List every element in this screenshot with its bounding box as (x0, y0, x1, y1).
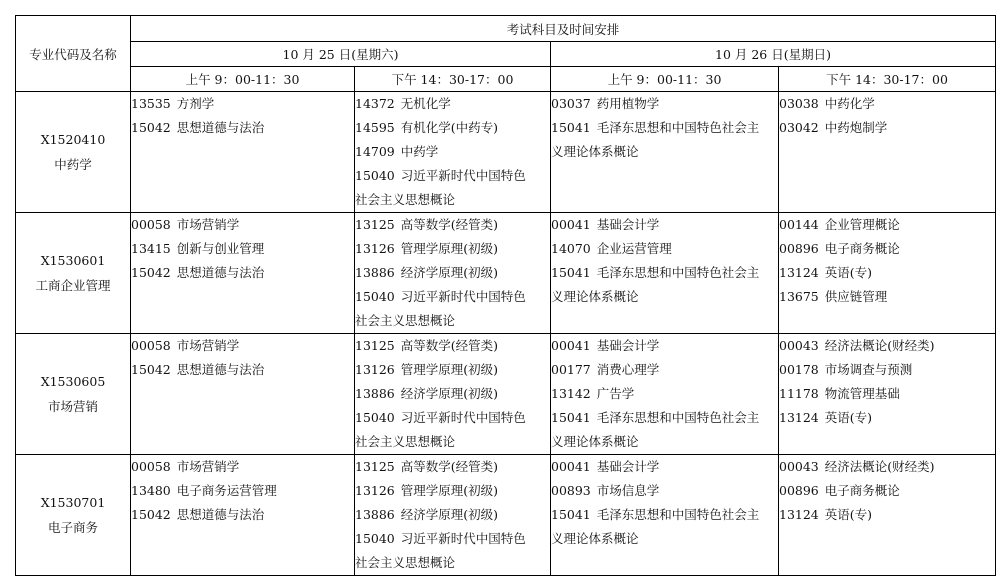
subject-line (779, 261, 995, 285)
subject-line (551, 406, 778, 430)
subject-name: 英语(专) (824, 507, 873, 522)
slot-cell (551, 334, 779, 455)
table-row (16, 334, 996, 455)
subject-name: 社会主义思想概论 (355, 313, 456, 328)
subject-name: 习近平新时代中国特色 (400, 289, 526, 304)
subject-name: 基础会计学 (596, 338, 660, 353)
subject-name: 高等数学(经管类) (400, 459, 499, 474)
subject-line (355, 430, 550, 454)
table-row (16, 213, 996, 334)
subject-name: 经济学原理(初级) (400, 386, 499, 401)
subject-code: 00041 (551, 459, 591, 474)
subject-code: 15042 (131, 507, 171, 522)
subject-line (355, 406, 550, 430)
subject-name: 毛泽东思想和中国特色社会主 (596, 507, 760, 522)
day-header-2: 10 月 26 日(星期日) (551, 42, 996, 67)
subject-code: 13126 (355, 483, 395, 498)
subject-line (355, 382, 550, 406)
subject-line (355, 455, 550, 479)
slot-cell (131, 334, 355, 455)
subject-code: 00896 (779, 483, 819, 498)
subject-line (551, 285, 778, 309)
subject-line (551, 503, 778, 527)
subject-line (779, 503, 995, 527)
subject-line (131, 503, 354, 527)
subject-line (131, 479, 354, 503)
subject-name: 思想道德与法治 (176, 265, 265, 280)
subject-name: 义理论体系概论 (551, 144, 639, 159)
subject-name: 物流管理基础 (824, 386, 900, 401)
subject-name: 基础会计学 (596, 217, 660, 232)
subject-name: 经济法概论(财经类) (824, 459, 935, 474)
subject-name: 市场信息学 (596, 483, 660, 498)
subject-line (779, 237, 995, 261)
subject-code: 14595 (355, 120, 395, 135)
slot-cell (779, 455, 996, 576)
subject-line (551, 140, 778, 164)
subject-code: 13125 (355, 459, 395, 474)
subject-name: 企业运营管理 (596, 241, 672, 256)
major-name: 市场营销 (47, 399, 98, 414)
subject-name: 市场营销学 (176, 217, 240, 232)
subject-line (551, 237, 778, 261)
subject-name: 市场调查与预测 (824, 362, 913, 377)
subject-code: 03037 (551, 96, 591, 111)
subject-name: 思想道德与法治 (176, 120, 265, 135)
major-code: X1530701 (40, 495, 106, 510)
subject-name: 英语(专) (824, 265, 873, 280)
slot-cell (131, 213, 355, 334)
subject-code: 14070 (551, 241, 591, 256)
subject-code: 14709 (355, 144, 395, 159)
schedule-group-header: 考试科目及时间安排 (131, 16, 996, 42)
subject-code: 13480 (131, 483, 171, 498)
subject-line (355, 479, 550, 503)
subject-code: 15041 (551, 265, 591, 280)
subject-line (779, 358, 995, 382)
subject-line (551, 261, 778, 285)
subject-code: 15040 (355, 168, 395, 183)
major-header: 专业代码及名称 (16, 16, 131, 92)
slot-header: 上午 9：00-11：30 (131, 67, 355, 92)
subject-line (779, 479, 995, 503)
subject-code: 13126 (355, 362, 395, 377)
subject-code: 03038 (779, 96, 819, 111)
major-cell (16, 455, 131, 576)
subject-line (131, 213, 354, 237)
subject-code: 13124 (779, 410, 819, 425)
subject-line (355, 503, 550, 527)
subject-name: 市场营销学 (176, 459, 240, 474)
subject-line (355, 213, 550, 237)
subject-line (779, 92, 995, 116)
subject-code: 00058 (131, 338, 171, 353)
subject-line (551, 455, 778, 479)
subject-name: 管理学原理(初级) (400, 362, 499, 377)
subject-code: 11178 (779, 386, 819, 401)
slot-cell (355, 213, 551, 334)
subject-name: 毛泽东思想和中国特色社会主 (596, 120, 760, 135)
subject-code: 00043 (779, 338, 819, 353)
major-cell (16, 213, 131, 334)
subject-line (355, 92, 550, 116)
subject-code: 00144 (779, 217, 819, 232)
slot-cell (131, 455, 355, 576)
slot-cell (551, 92, 779, 213)
subject-line (779, 213, 995, 237)
slot-cell (131, 92, 355, 213)
subject-name: 电子商务运营管理 (176, 483, 277, 498)
subject-name: 电子商务概论 (824, 241, 900, 256)
subject-name: 义理论体系概论 (551, 434, 639, 449)
slot-header: 下午 14：30-17：00 (779, 67, 996, 92)
subject-line (355, 237, 550, 261)
major-name: 电子商务 (47, 520, 98, 535)
slot-cell (355, 334, 551, 455)
subject-line (551, 92, 778, 116)
subject-code: 13535 (131, 96, 171, 111)
table-header (16, 16, 996, 92)
subject-code: 15042 (131, 362, 171, 377)
slot-cell (551, 213, 779, 334)
subject-line (355, 551, 550, 575)
subject-name: 毛泽东思想和中国特色社会主 (596, 410, 760, 425)
subject-name: 电子商务概论 (824, 483, 900, 498)
subject-code: 00041 (551, 338, 591, 353)
subject-code: 15040 (355, 289, 395, 304)
subject-code: 13675 (779, 289, 819, 304)
subject-line (779, 116, 995, 140)
subject-name: 社会主义思想概论 (355, 555, 456, 570)
subject-name: 义理论体系概论 (551, 289, 639, 304)
subject-line (779, 382, 995, 406)
subject-name: 企业管理概论 (824, 217, 900, 232)
subject-code: 00896 (779, 241, 819, 256)
subject-name: 经济法概论(财经类) (824, 338, 935, 353)
subject-code: 00058 (131, 217, 171, 232)
subject-code: 13886 (355, 507, 395, 522)
subject-name: 中药学 (400, 144, 439, 159)
subject-code: 13886 (355, 265, 395, 280)
subject-line (131, 237, 354, 261)
table-row (16, 92, 996, 213)
subject-line (779, 455, 995, 479)
subject-line (131, 455, 354, 479)
major-name: 中药学 (54, 157, 92, 172)
subject-line (131, 358, 354, 382)
subject-name: 中药炮制学 (824, 120, 888, 135)
subject-name: 创新与创业管理 (176, 241, 265, 256)
exam-schedule-table (15, 15, 996, 576)
subject-line (779, 334, 995, 358)
major-cell (16, 92, 131, 213)
subject-line (551, 430, 778, 454)
subject-code: 13124 (779, 507, 819, 522)
subject-name: 英语(专) (824, 410, 873, 425)
slot-cell (779, 92, 996, 213)
subject-name: 中药化学 (824, 96, 875, 111)
subject-line (779, 406, 995, 430)
table-body (16, 92, 996, 576)
subject-name: 习近平新时代中国特色 (400, 531, 526, 546)
subject-name: 思想道德与法治 (176, 507, 265, 522)
subject-line (355, 164, 550, 188)
slot-cell (779, 213, 996, 334)
subject-name: 高等数学(经管类) (400, 217, 499, 232)
subject-line (355, 261, 550, 285)
subject-name: 无机化学 (400, 96, 451, 111)
subject-line (551, 527, 778, 551)
subject-name: 经济学原理(初级) (400, 265, 499, 280)
subject-line (131, 334, 354, 358)
subject-code: 13124 (779, 265, 819, 280)
subject-code: 15040 (355, 531, 395, 546)
subject-code: 13142 (551, 386, 591, 401)
subject-name: 管理学原理(初级) (400, 483, 499, 498)
slot-cell (779, 334, 996, 455)
subject-line (355, 116, 550, 140)
subject-code: 13886 (355, 386, 395, 401)
slot-cell (355, 92, 551, 213)
subject-line (355, 188, 550, 212)
subject-name: 思想道德与法治 (176, 362, 265, 377)
subject-line (131, 92, 354, 116)
subject-name: 广告学 (596, 386, 635, 401)
subject-code: 13125 (355, 217, 395, 232)
subject-line (551, 382, 778, 406)
subject-code: 00041 (551, 217, 591, 232)
subject-name: 基础会计学 (596, 459, 660, 474)
slot-cell (355, 455, 551, 576)
subject-code: 00178 (779, 362, 819, 377)
subject-name: 社会主义思想概论 (355, 192, 456, 207)
subject-name: 习近平新时代中国特色 (400, 410, 526, 425)
subject-code: 03042 (779, 120, 819, 135)
subject-name: 管理学原理(初级) (400, 241, 499, 256)
subject-name: 高等数学(经管类) (400, 338, 499, 353)
subject-name: 消费心理学 (596, 362, 660, 377)
subject-code: 00058 (131, 459, 171, 474)
subject-code: 14372 (355, 96, 395, 111)
table-row (16, 455, 996, 576)
subject-code: 15041 (551, 507, 591, 522)
subject-line (551, 479, 778, 503)
subject-code: 00043 (779, 459, 819, 474)
subject-line (355, 309, 550, 333)
subject-line (551, 213, 778, 237)
subject-line (551, 116, 778, 140)
subject-code: 13415 (131, 241, 171, 256)
subject-name: 有机化学(中药专) (400, 120, 499, 135)
slot-header: 上午 9：00-11：30 (551, 67, 779, 92)
major-cell (16, 334, 131, 455)
subject-line (355, 334, 550, 358)
major-code: X1530605 (40, 374, 106, 389)
slot-header: 下午 14：30-17：00 (355, 67, 551, 92)
subject-name: 毛泽东思想和中国特色社会主 (596, 265, 760, 280)
subject-name: 市场营销学 (176, 338, 240, 353)
subject-code: 15040 (355, 410, 395, 425)
subject-line (131, 261, 354, 285)
subject-line (779, 285, 995, 309)
subject-line (551, 334, 778, 358)
subject-name: 经济学原理(初级) (400, 507, 499, 522)
day-header-1: 10 月 25 日(星期六) (131, 42, 551, 67)
major-code: X1520410 (40, 132, 106, 147)
subject-name: 供应链管理 (824, 289, 888, 304)
subject-line (355, 527, 550, 551)
subject-code: 00177 (551, 362, 591, 377)
subject-name: 药用植物学 (596, 96, 660, 111)
subject-line (355, 285, 550, 309)
subject-line (355, 140, 550, 164)
subject-code: 15042 (131, 265, 171, 280)
subject-name: 社会主义思想概论 (355, 434, 456, 449)
subject-name: 方剂学 (176, 96, 215, 111)
subject-code: 15042 (131, 120, 171, 135)
subject-line (551, 358, 778, 382)
subject-code: 15041 (551, 120, 591, 135)
subject-line (355, 358, 550, 382)
subject-name: 习近平新时代中国特色 (400, 168, 526, 183)
subject-name: 义理论体系概论 (551, 531, 639, 546)
major-name: 工商企业管理 (35, 278, 111, 293)
subject-code: 13125 (355, 338, 395, 353)
subject-code: 00893 (551, 483, 591, 498)
subject-line (131, 116, 354, 140)
slot-cell (551, 455, 779, 576)
subject-code: 13126 (355, 241, 395, 256)
major-code: X1530601 (40, 253, 106, 268)
subject-code: 15041 (551, 410, 591, 425)
